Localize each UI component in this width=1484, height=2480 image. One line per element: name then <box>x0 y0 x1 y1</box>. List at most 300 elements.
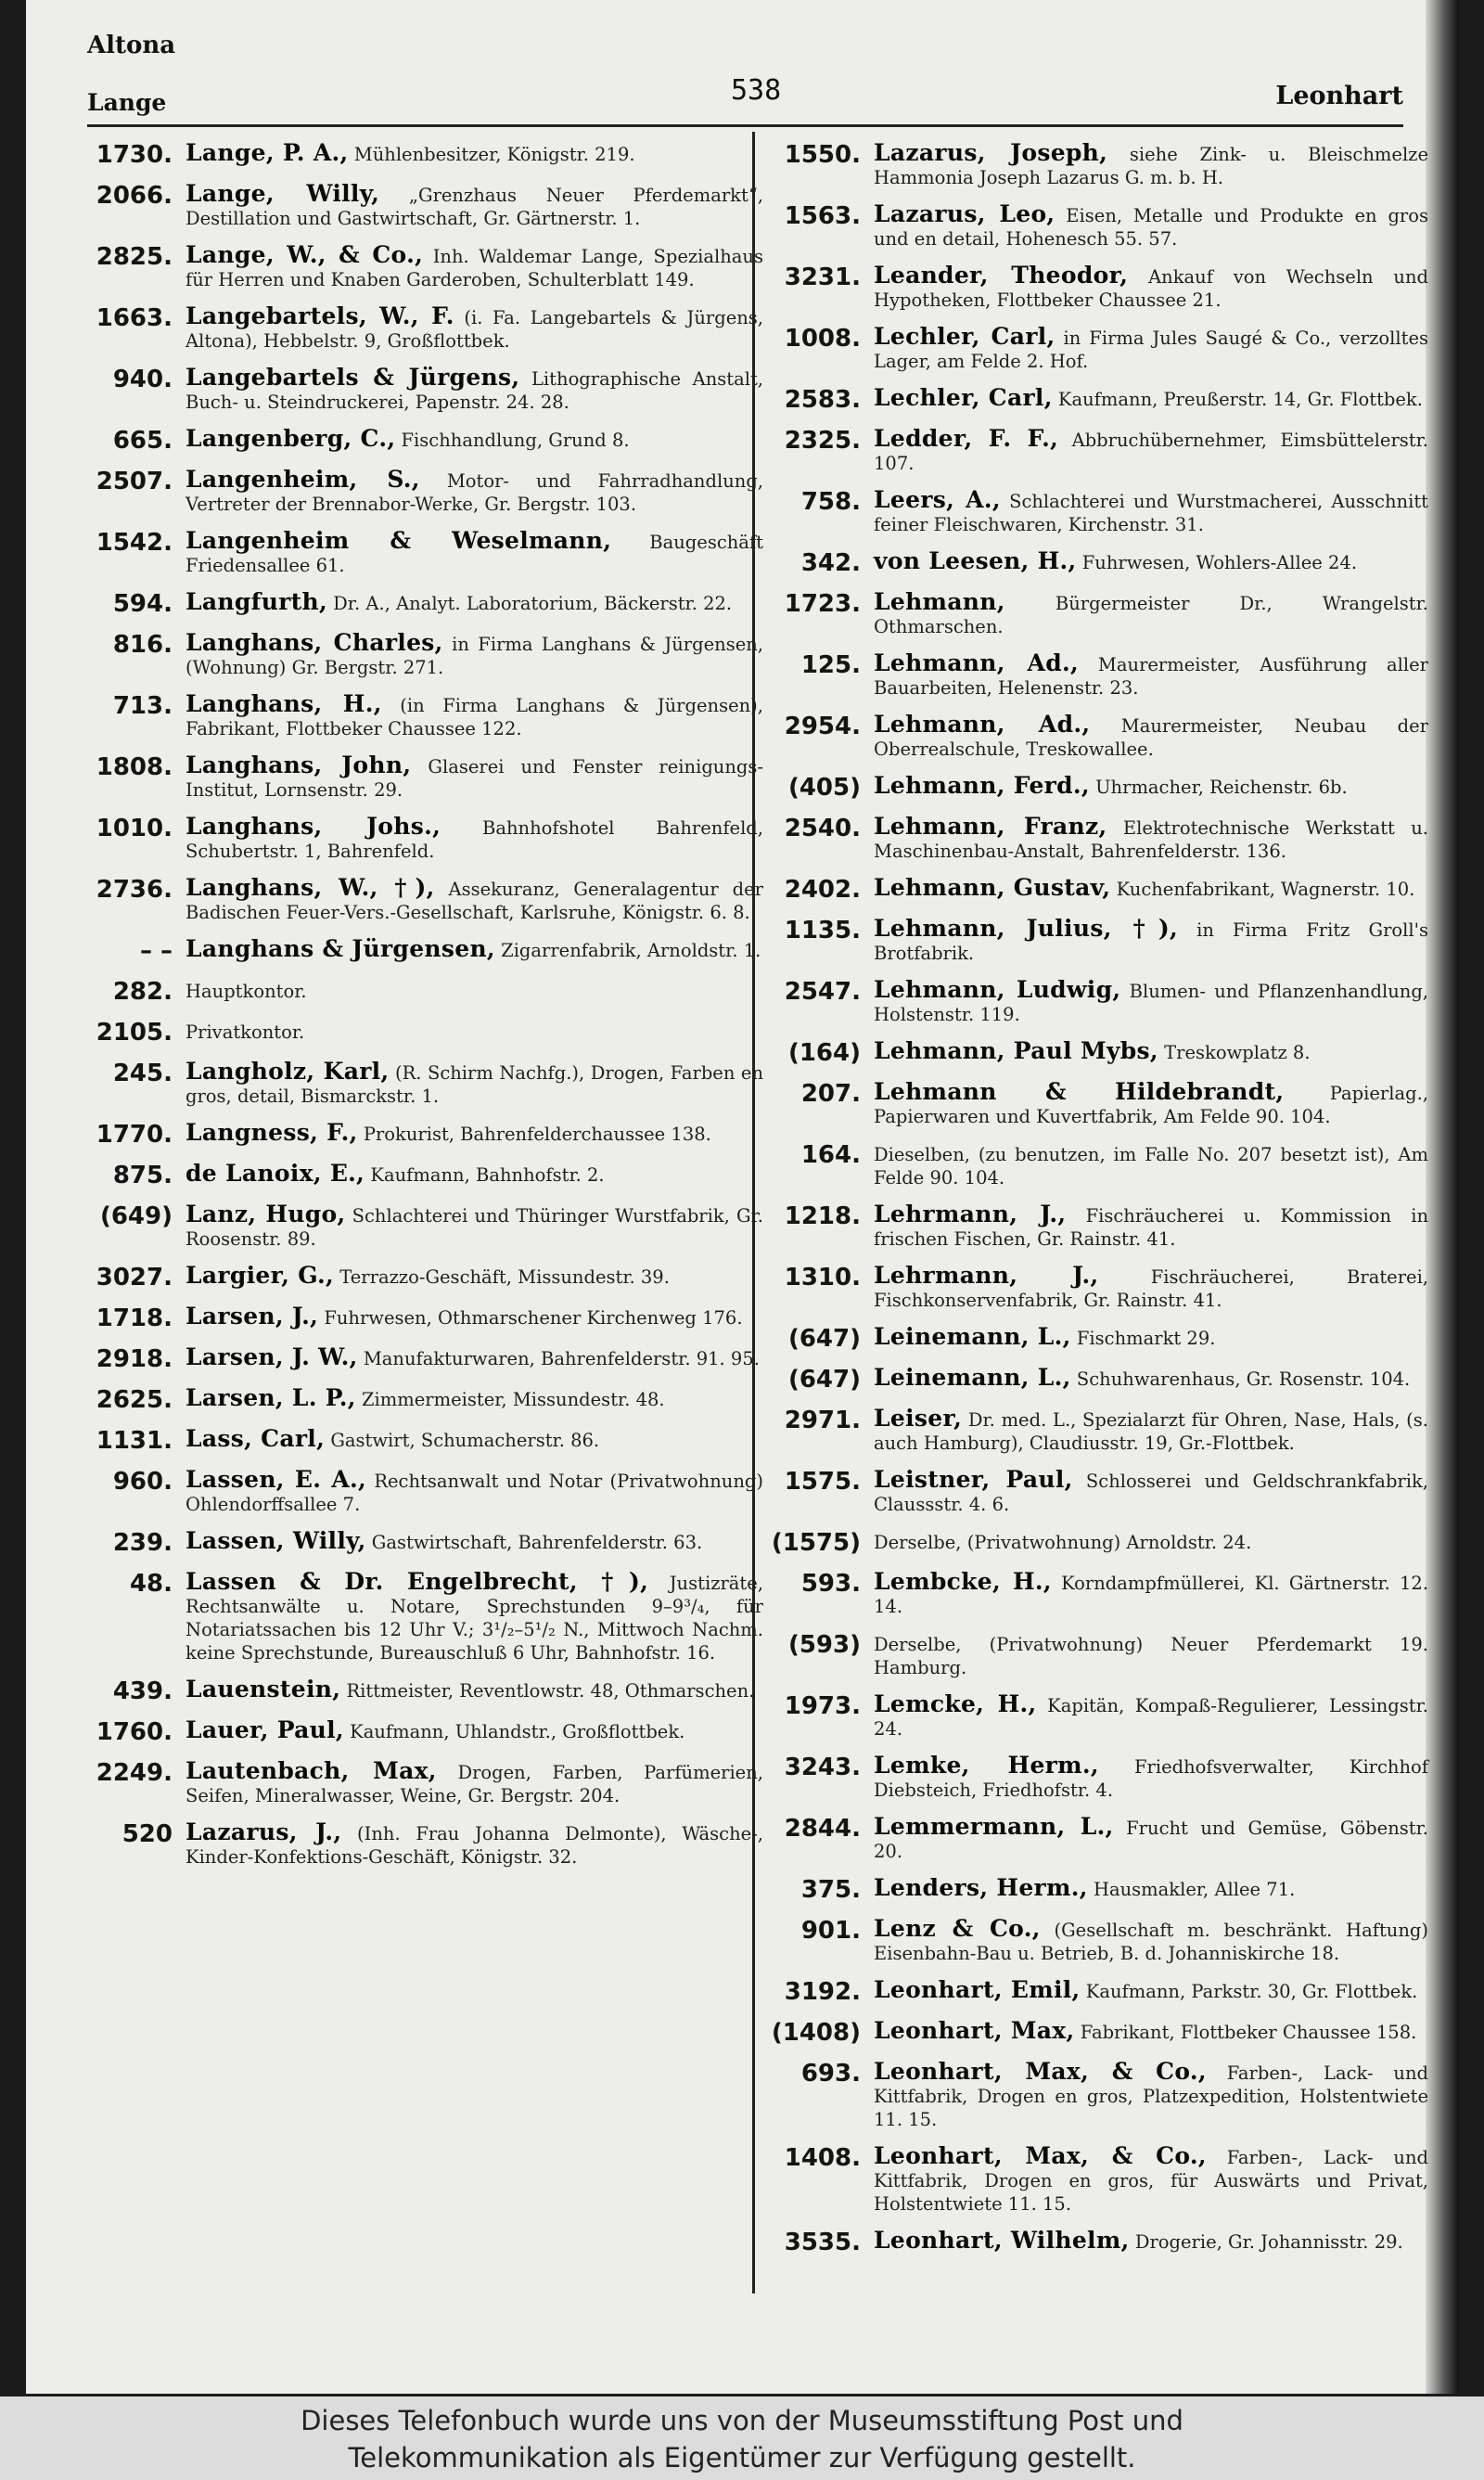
header-last-name: Leonhart <box>1275 82 1403 110</box>
entry-text <box>874 1325 1428 1353</box>
directory-entry <box>82 304 763 353</box>
phone-number: 1770. <box>96 1121 173 1149</box>
entry-text <box>186 366 763 414</box>
phone-number: 1218. <box>784 1202 861 1230</box>
phone-number: (649) <box>99 1202 173 1230</box>
entry-name: Leonhart, Max, <box>874 2017 1075 2044</box>
entry-text <box>186 1759 763 1807</box>
directory-entry <box>82 1570 763 1664</box>
phone-number: 665. <box>112 427 173 455</box>
phone-number: 2507. <box>96 468 173 495</box>
phone-number: 1131. <box>96 1427 173 1455</box>
entry-details: Treskowplatz 8. <box>1164 1042 1311 1063</box>
entry-name: Lemcke, H., <box>874 1690 1037 1717</box>
phone-number: (647) <box>787 1366 861 1394</box>
phone-number: 520 <box>122 1820 173 1848</box>
entry-name: Lauer, Paul, <box>186 1716 344 1743</box>
directory-entry <box>82 1820 763 1869</box>
entry-name: Lange, P. A., <box>186 139 349 166</box>
entry-text <box>186 529 763 577</box>
entry-text <box>874 2144 1428 2216</box>
phone-number: 2540. <box>784 815 861 842</box>
directory-entry <box>82 1677 763 1705</box>
directory-entry <box>770 427 1428 475</box>
entry-text <box>186 182 763 230</box>
entry-details: Hausmakler, Allee 71. <box>1093 1879 1296 1900</box>
phone-number: 693. <box>800 2060 861 2088</box>
directory-entry <box>82 427 763 455</box>
directory-entry <box>770 386 1428 414</box>
entry-text <box>874 978 1428 1026</box>
directory-entry <box>770 1815 1428 1863</box>
book-spine-shadow <box>1426 0 1459 2394</box>
entry-name: Lenders, Herm., <box>874 1874 1088 1901</box>
entry-text <box>874 774 1428 802</box>
entry-name: Lehmann, Julius, †), <box>874 915 1178 942</box>
entry-name: von Leesen, H., <box>874 547 1077 574</box>
entry-name: Lanz, Hugo, <box>186 1201 346 1227</box>
entry-details: Blumen- und Pflanzenhandlung, Holstenstr. 119. <box>874 981 1429 1025</box>
entry-name: Lehmann, Ad., <box>874 649 1079 676</box>
directory-entry <box>770 1325 1428 1353</box>
phone-number: 960. <box>112 1468 173 1496</box>
phone-number: 2736. <box>96 876 173 904</box>
directory-entry <box>770 978 1428 1026</box>
directory-entry <box>82 1121 763 1149</box>
directory-entry <box>770 917 1428 965</box>
phone-number: 342. <box>800 549 861 577</box>
entry-details: Terrazzo-Geschäft, Missundestr. 39. <box>339 1266 670 1288</box>
entry-details: Fuhrwesen, Wohlers-Allee 24. <box>1081 552 1358 573</box>
footer-line-1: Dieses Telefonbuch wurde uns von der Museumsstiftung Post und <box>301 2405 1183 2436</box>
entry-name: de Lanoix, E., <box>186 1160 365 1187</box>
entry-name: Lehmann, Gustav, <box>874 874 1111 901</box>
entry-text <box>874 1529 1428 1557</box>
entry-text <box>874 1815 1428 1863</box>
entry-details: Schlachterei und Thüringer Wurstfabrik, Gr. Roosenstr. 89. <box>186 1205 763 1250</box>
phone-number: 940. <box>112 366 173 393</box>
phone-number: 2918. <box>96 1345 173 1373</box>
entry-name: Langhans, Charles, <box>186 629 443 656</box>
entry-name: Leinemann, L., <box>874 1364 1071 1391</box>
entry-name: Lassen, Willy, <box>186 1527 366 1554</box>
phone-number: 245. <box>112 1060 173 1087</box>
entry-details: Bürgermeister Dr., Wrangelstr. Othmarschen. <box>874 593 1428 637</box>
entry-text <box>186 1345 763 1373</box>
directory-entry <box>82 243 763 291</box>
phone-number: 282. <box>112 978 173 1006</box>
entry-text <box>874 1407 1428 1455</box>
entry-text <box>186 1162 763 1189</box>
entry-name: Lehmann, Franz, <box>874 813 1107 840</box>
entry-details: Hauptkontor. <box>186 981 307 1002</box>
entry-name: Lange, W., & Co., <box>186 241 424 268</box>
directory-entry <box>770 141 1428 189</box>
entry-details: Abbruchübernehmer, Eimsbüttelerstr. 107. <box>874 430 1428 474</box>
directory-entry <box>770 1692 1428 1741</box>
phone-number: 901. <box>800 1917 861 1945</box>
directory-entry <box>770 1202 1428 1251</box>
directory-entry <box>770 549 1428 577</box>
entry-details: Maurermeister, Neubau der Oberrealschule, Treskowallee. <box>874 715 1428 760</box>
entry-text <box>186 1570 763 1664</box>
entry-details: Fischräucherei, Braterei, Fischkonservenfabrik, Gr. Rainstr. 41. <box>874 1266 1429 1311</box>
entry-name: Lehmann & Hildebrandt, <box>874 1078 1285 1105</box>
directory-entry <box>82 1718 763 1746</box>
entry-name: Lehrmann, J., <box>874 1262 1099 1289</box>
entry-name: Leander, Theodor, <box>874 262 1129 289</box>
phone-number: 3231. <box>784 263 861 291</box>
entry-details: Drogen, Farben, Parfümerien, Seifen, Mineralwasser, Weine, Gr. Bergstr. 204. <box>186 1762 763 1806</box>
entry-name: Leonhart, Max, & Co., <box>874 2142 1207 2169</box>
entry-text <box>186 1060 763 1108</box>
entry-name: Lange, Willy, <box>186 180 380 207</box>
entry-name: Lass, Carl, <box>186 1425 326 1452</box>
phone-number: 239. <box>112 1529 173 1557</box>
entry-details: Assekuranz, Generalagentur der Badischen Feuer-Vers.-Gesellschaft, Karlsruhe, Königstr. 6. 8. <box>186 879 764 923</box>
phone-number: (647) <box>787 1325 861 1353</box>
entry-text <box>186 1677 763 1705</box>
entry-name: Langenheim & Weselmann, <box>186 527 612 554</box>
entry-details: in Firma Langhans & Jürgensen, (Wohnung) Gr. Bergstr. 271. <box>186 634 764 678</box>
phone-number: 1973. <box>784 1692 861 1720</box>
entry-name: Lemke, Herm., <box>874 1752 1099 1779</box>
entry-text <box>186 1264 763 1291</box>
entry-details: Fischmarkt 29. <box>1076 1328 1216 1349</box>
entry-details: Gastwirt, Schumacherstr. 86. <box>330 1430 600 1451</box>
directory-entry <box>82 1304 763 1332</box>
phone-number: 875. <box>112 1162 173 1189</box>
directory-entry <box>770 1468 1428 1516</box>
directory-entry <box>82 692 763 740</box>
entry-name: Langebartels & Jürgens, <box>186 364 520 391</box>
phone-number: 2105. <box>96 1019 173 1047</box>
entry-name: Lenz & Co., <box>874 1915 1041 1942</box>
directory-entry <box>770 713 1428 761</box>
phone-number: 2249. <box>96 1759 173 1787</box>
directory-entry <box>770 590 1428 638</box>
phone-number: (405) <box>787 774 861 802</box>
entry-name: Lauenstein, <box>186 1676 341 1703</box>
directory-entry <box>770 2019 1428 2047</box>
entry-details: Kaufmann, Preußerstr. 14, Gr. Flottbek. <box>1057 389 1423 410</box>
header-place: Altona <box>87 32 176 59</box>
entry-text <box>874 1631 1428 1679</box>
entry-details: Frucht und Gemüse, Göbenstr. 20. <box>874 1818 1428 1862</box>
entry-text <box>186 243 763 291</box>
phone-number: 3192. <box>784 1978 861 2006</box>
entry-name: Lehmann, Ludwig, <box>874 976 1121 1003</box>
entry-details: Kaufmann, Bahnhofstr. 2. <box>370 1164 605 1186</box>
phone-number: 1408. <box>784 2144 861 2172</box>
directory-entry <box>770 1631 1428 1679</box>
phone-number: 1718. <box>96 1304 173 1332</box>
phone-number: 164. <box>800 1141 861 1169</box>
directory-entry <box>82 978 763 1006</box>
entry-details: Friedhofsverwalter, Kirchhof Diebsteich, Friedhofstr. 4. <box>874 1756 1428 1801</box>
entry-text <box>874 386 1428 414</box>
phone-number: 1760. <box>96 1718 173 1746</box>
directory-entry <box>770 1264 1428 1312</box>
directory-entry <box>770 202 1428 251</box>
phone-number: 1730. <box>96 141 173 169</box>
entry-name: Lechler, Carl, <box>874 384 1053 411</box>
directory-entry <box>82 529 763 577</box>
entry-name: Lehrmann, J., <box>874 1201 1067 1227</box>
phone-number: 2547. <box>784 978 861 1006</box>
entry-name: Lazarus, Leo, <box>874 200 1055 227</box>
entry-text <box>874 427 1428 475</box>
entry-text <box>186 1304 763 1332</box>
entry-name: Lazarus, Joseph, <box>874 139 1108 166</box>
entry-name: Lemmermann, L., <box>874 1813 1114 1840</box>
directory-entry <box>82 1202 763 1251</box>
entry-details: Kaufmann, Uhlandstr., Großflottbek. <box>350 1721 685 1742</box>
entry-details: Baugeschäft Friedensallee 61. <box>186 532 763 576</box>
directory-entry <box>82 590 763 618</box>
entry-details: Drogerie, Gr. Johannisstr. 29. <box>1134 2231 1403 2253</box>
phone-number: 3243. <box>784 1754 861 1781</box>
phone-number: 1550. <box>784 141 861 169</box>
entry-name: Leonhart, Emil, <box>874 1976 1081 2003</box>
directory-entry <box>770 263 1428 312</box>
entry-details: Dr. A., Analyt. Laboratorium, Bäckerstr. 22. <box>333 593 733 614</box>
phone-number: 1808. <box>96 753 173 781</box>
entry-text <box>874 2019 1428 2047</box>
entry-name: Lassen, E. A., <box>186 1466 367 1493</box>
entry-details: (Gesellschaft m. beschränkt. Haftung) Eisenbahn-Bau u. Betrieb, B. d. Johanniskirche 18. <box>874 1920 1428 1964</box>
entry-name: Lautenbach, Max, <box>186 1757 437 1784</box>
entry-name: Largier, G., <box>186 1262 335 1289</box>
directory-entry <box>770 1080 1428 1128</box>
entry-name: Langhans & Jürgensen, <box>186 935 495 962</box>
directory-entry <box>770 1141 1428 1189</box>
directory-entry <box>770 876 1428 904</box>
directory-entry <box>82 753 763 802</box>
phone-number: 2971. <box>784 1407 861 1434</box>
entry-details: Uhrmacher, Reichenstr. 6b. <box>1095 777 1348 798</box>
directory-entry <box>82 1427 763 1455</box>
phone-number: 1010. <box>96 815 173 842</box>
phone-number: 375. <box>800 1876 861 1904</box>
entry-details: Schuhwarenhaus, Gr. Rosenstr. 104. <box>1076 1368 1411 1390</box>
entry-details: (Inh. Frau Johanna Delmonte), Wäsche-, Kinder-Konfektions-Geschäft, Königstr. 32. <box>186 1823 763 1868</box>
entry-name: Lassen & Dr. Engelbrecht, †), <box>186 1568 649 1595</box>
left-column <box>82 141 763 1882</box>
entry-details: in Firma Fritz Groll's Brotfabrik. <box>874 919 1428 964</box>
phone-number: 2402. <box>784 876 861 904</box>
entry-name: Lehmann, <box>874 588 1005 615</box>
directory-entry <box>82 1264 763 1291</box>
phone-number: 2325. <box>784 427 861 455</box>
entry-name: Leinemann, L., <box>874 1323 1071 1350</box>
entry-text <box>874 549 1428 577</box>
directory-entry <box>82 815 763 863</box>
footer-notice <box>0 2396 1484 2480</box>
entry-name: Langebartels, W., F. <box>186 302 454 329</box>
entry-text <box>874 2060 1428 2131</box>
entry-name: Lehmann, Ad., <box>874 711 1091 738</box>
entry-text <box>874 202 1428 251</box>
directory-entry <box>770 774 1428 802</box>
phone-number: 1008. <box>784 325 861 353</box>
entry-text <box>186 141 763 169</box>
entry-name: Langhans, John, <box>186 752 412 778</box>
entry-details: Inh. Waldemar Lange, Spezialhaus für Herren und Knaben Garderoben, Schulterblatt 149. <box>186 246 763 290</box>
entry-details: Manufakturwaren, Bahrenfelderstr. 91. 95. <box>363 1348 760 1369</box>
entry-details: Mühlenbesitzer, Königstr. 219. <box>353 144 635 165</box>
entry-text <box>874 1264 1428 1312</box>
entry-text <box>874 876 1428 904</box>
entry-details: Papierlag., Papierwaren und Kuvertfabrik, Am Felde 90. 104. <box>874 1083 1428 1127</box>
phone-number: 1663. <box>96 304 173 332</box>
entry-details: Kuchenfabrikant, Wagnerstr. 10. <box>1116 879 1415 900</box>
directory-entry <box>770 2144 1428 2216</box>
entry-text <box>186 468 763 516</box>
entry-details: Derselbe, (Privatwohnung) Arnoldstr. 24. <box>874 1532 1252 1553</box>
directory-entry <box>82 1468 763 1516</box>
phone-number: 758. <box>800 488 861 516</box>
directory-entry <box>82 1386 763 1414</box>
entry-details: Privatkontor. <box>186 1022 305 1043</box>
phone-number: 48. <box>129 1570 173 1598</box>
entry-details: Maurermeister, Ausführung aller Bauarbeiten, Helenenstr. 23. <box>874 654 1428 699</box>
page-number: 538 <box>731 74 782 107</box>
entry-name: Lechler, Carl, <box>874 323 1055 350</box>
entry-name: Lehmann, Paul Mybs, <box>874 1037 1158 1064</box>
entry-details: Schlachterei und Wurstmacherei, Ausschnitt feiner Fleischwaren, Kirchenstr. 31. <box>874 491 1428 535</box>
footer-line-2: Telekommunikation als Eigentümer zur Verfügung gestellt. <box>348 2442 1136 2474</box>
directory-entry <box>770 1570 1428 1618</box>
phone-number: 1310. <box>784 1264 861 1291</box>
entry-text <box>186 876 763 924</box>
entry-text <box>186 692 763 740</box>
entry-text <box>186 427 763 455</box>
phone-number: (593) <box>787 1631 861 1659</box>
phone-number: 594. <box>112 590 173 618</box>
directory-entry <box>770 651 1428 700</box>
entry-text <box>186 1386 763 1414</box>
directory-entry <box>82 1345 763 1373</box>
phone-number: 3535. <box>784 2229 861 2256</box>
phone-number: 207. <box>800 1080 861 1108</box>
entry-text <box>874 1978 1428 2006</box>
entry-text <box>186 304 763 353</box>
header-first-name: Lange <box>87 89 167 116</box>
entry-text <box>874 917 1428 965</box>
entry-details: Farben-, Lack- und Kittfabrik, Drogen en gros, für Auswärts und Privat, Holstentwiete 11. 15. <box>874 2147 1428 2215</box>
directory-entry <box>82 1759 763 1807</box>
directory-entry <box>770 1917 1428 1965</box>
phone-number: (164) <box>787 1039 861 1067</box>
entry-text <box>874 1917 1428 1965</box>
entry-text <box>186 815 763 863</box>
entry-text <box>874 713 1428 761</box>
entry-name: Leistner, Paul, <box>874 1466 1073 1493</box>
entry-text <box>874 1570 1428 1618</box>
directory-entry <box>770 1876 1428 1904</box>
entry-text <box>874 1080 1428 1128</box>
entry-text <box>186 753 763 802</box>
phone-number: 2825. <box>96 243 173 271</box>
entry-details: Elektrotechnische Werkstatt u. Maschinenbau-Anstalt, Bahrenfelderstr. 136. <box>874 817 1428 862</box>
entry-name: Larsen, L. P., <box>186 1384 356 1411</box>
entry-text <box>186 1427 763 1455</box>
entry-text <box>186 1468 763 1516</box>
phone-number: 1563. <box>784 202 861 230</box>
entry-name: Langenberg, C., <box>186 425 396 452</box>
phone-number: 2954. <box>784 713 861 740</box>
entry-text <box>874 1468 1428 1516</box>
entry-details: Glaserei und Fenster reinigungs-Institut, Lornsenstr. 29. <box>186 756 763 801</box>
phone-number: (1408) <box>771 2019 861 2047</box>
entry-text <box>186 978 763 1006</box>
entry-details: Lithographische Anstalt, Buch- u. Steindruckerei, Papenstr. 24. 28. <box>186 368 764 413</box>
entry-details: Dr. med. L., Spezialarzt für Ohren, Nase, Hals, (s. auch Hamburg), Claudiusstr. 19, Gr.-Flottbek. <box>874 1409 1428 1454</box>
entry-details: Ankauf von Wechseln und Hypotheken, Flottbeker Chaussee 21. <box>874 266 1429 311</box>
entry-name: Langhans, W., †), <box>186 874 435 901</box>
entry-text <box>874 1366 1428 1394</box>
directory-page <box>26 0 1459 2394</box>
entry-details: Schlosserei und Geldschrankfabrik, Claussstr. 4. 6. <box>874 1471 1428 1515</box>
phone-number: 816. <box>112 631 173 659</box>
entry-text <box>874 1692 1428 1741</box>
entry-text <box>874 325 1428 373</box>
entry-text <box>874 263 1428 312</box>
entry-name: Langenheim, S., <box>186 466 420 493</box>
entry-text <box>186 1019 763 1047</box>
entry-details: (in Firma Langhans & Jürgensen), Fabrikant, Flottbeker Chaussee 122. <box>186 695 763 739</box>
phone-number: 713. <box>112 692 173 720</box>
directory-entry <box>82 141 763 169</box>
entry-details: siehe Zink- u. Bleischmelze Hammonia Joseph Lazarus G. m. b. H. <box>874 144 1428 188</box>
entry-name: Lembcke, H., <box>874 1568 1052 1595</box>
entry-details: Fabrikant, Flottbeker Chaussee 158. <box>1080 2022 1417 2043</box>
entry-text <box>874 1039 1428 1067</box>
directory-entry <box>82 182 763 230</box>
phone-number: 2844. <box>784 1815 861 1843</box>
directory-entry <box>770 1754 1428 1802</box>
entry-text <box>186 1820 763 1869</box>
entry-text <box>186 590 763 618</box>
entry-details: Korndampfmüllerei, Kl. Gärtnerstr. 12. 14. <box>874 1573 1429 1617</box>
directory-entry <box>770 2060 1428 2131</box>
phone-number: 125. <box>800 651 861 679</box>
entry-details: Motor- und Fahrradhandlung, Vertreter der Brennabor-Werke, Gr. Bergstr. 103. <box>186 470 764 515</box>
entry-name: Leonhart, Max, & Co., <box>874 2058 1207 2085</box>
entry-text <box>186 937 763 965</box>
entry-name: Lehmann, Ferd., <box>874 772 1090 799</box>
entry-name: Ledder, F. F., <box>874 425 1059 452</box>
entry-text <box>186 1202 763 1251</box>
directory-entry <box>770 1039 1428 1067</box>
phone-number: 1575. <box>784 1468 861 1496</box>
directory-entry <box>770 1978 1428 2006</box>
phone-number: 1723. <box>784 590 861 618</box>
entry-details: Justizräte, Rechtsanwälte u. Notare, Sprechstunden 9–9³/₄, für Notariatssachen bis 12 Uhr V.; 3¹/₂–5¹/₂ N., Mittwoch Nachm. keine Sprechstunde, Bureauschluß 6 Uhr, Bahnhofstr. 16. <box>186 1573 763 1664</box>
entry-name: Langfurth, <box>186 588 327 615</box>
entry-details: in Firma Jules Saugé & Co., verzolltes Lager, am Felde 2. Hof. <box>874 328 1428 372</box>
entry-name: Leonhart, Wilhelm, <box>874 2227 1130 2254</box>
entry-details: Eisen, Metalle und Produkte en gros und en detail, Hohenesch 55. 57. <box>874 205 1429 250</box>
entry-details: Kapitän, Kompaß-Regulierer, Lessingstr. 24. <box>874 1695 1428 1740</box>
directory-entry <box>82 1529 763 1557</box>
entry-details: Dieselben, (zu benutzen, im Falle No. 207 besetzt ist), Am Felde 90. 104. <box>874 1144 1428 1189</box>
directory-entry <box>82 1162 763 1189</box>
phone-number: 439. <box>112 1677 173 1705</box>
entry-details: Rittmeister, Reventlowstr. 48, Othmarschen. <box>346 1680 755 1702</box>
entry-text <box>874 1202 1428 1251</box>
